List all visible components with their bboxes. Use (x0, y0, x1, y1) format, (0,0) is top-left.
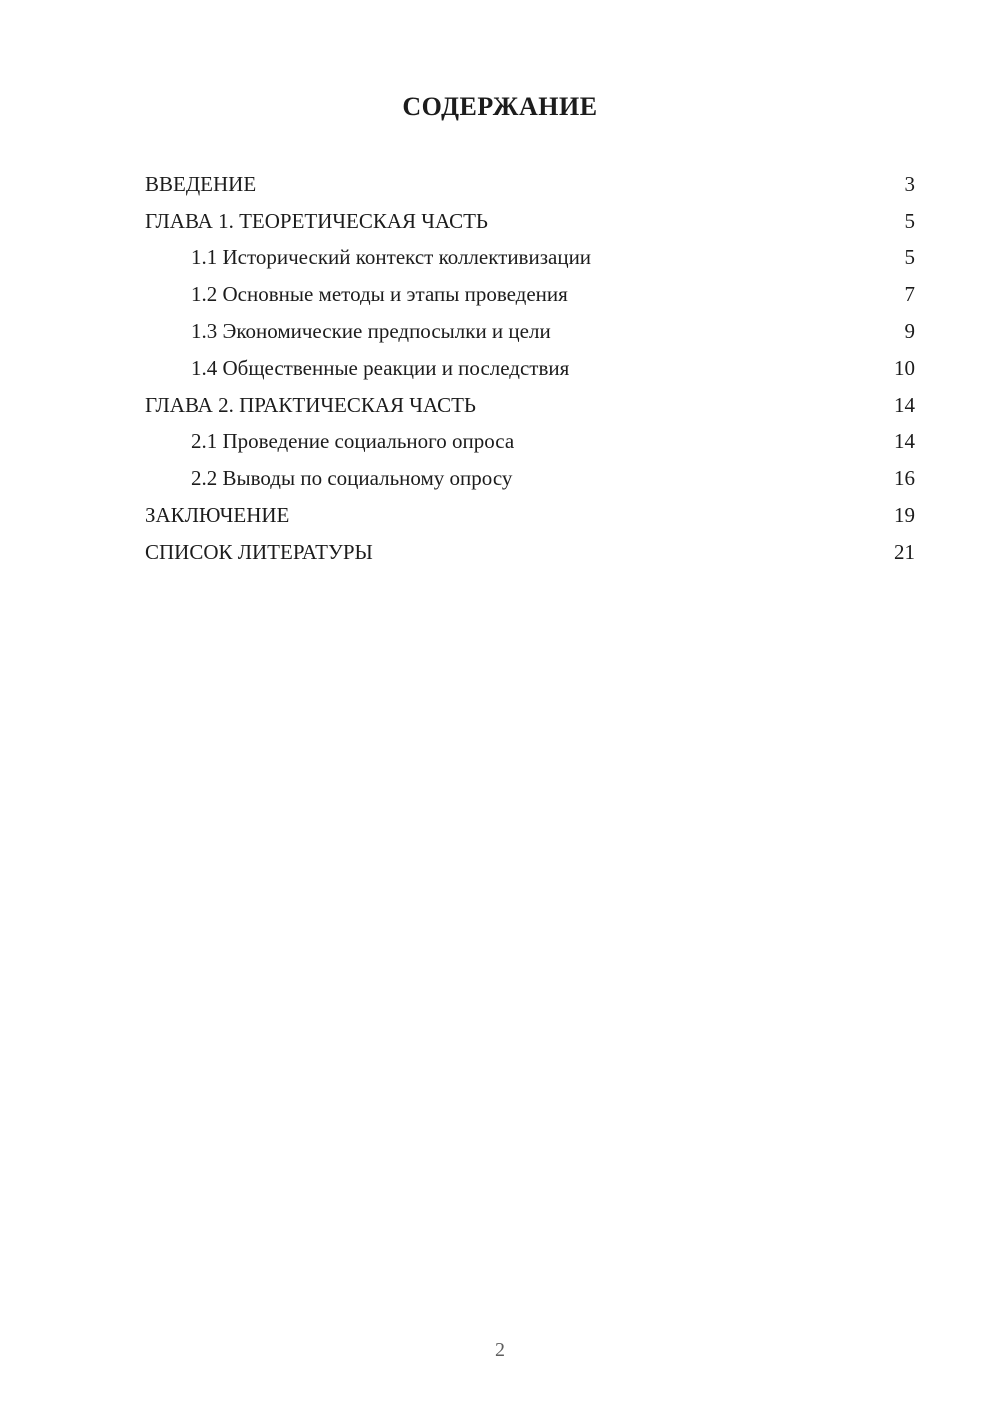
toc-entry-page: 7 (904, 282, 915, 307)
toc-entry-page: 14 (894, 392, 915, 417)
toc-entry (145, 203, 915, 240)
table-of-contents (145, 166, 915, 571)
toc-entry-label: 2.2 Выводы по социальному опросу (191, 466, 513, 491)
toc-entry-label: 1.1 Исторический контекст коллективизации (191, 245, 592, 270)
toc-entry-page: 14 (894, 429, 915, 454)
toc-entry (145, 497, 915, 534)
toc-entry-label: ЗАКЛЮЧЕНИЕ (145, 503, 290, 528)
toc-entry (145, 350, 915, 387)
toc-entry (145, 166, 915, 203)
toc-entry-page: 9 (904, 319, 915, 344)
toc-entry-label: ГЛАВА 1. ТЕОРЕТИЧЕСКАЯ ЧАСТЬ (145, 208, 488, 233)
toc-entry-page: 19 (894, 503, 915, 528)
toc-entry-label: 2.1 Проведение социального опроса (191, 429, 515, 454)
toc-entry-page: 21 (894, 539, 915, 564)
toc-entry-page: 10 (894, 355, 915, 380)
toc-entry-page: 3 (904, 171, 915, 196)
toc-entry-page: 5 (904, 245, 915, 270)
toc-entry-label: 1.2 Основные методы и этапы проведения (191, 282, 568, 307)
toc-entry (145, 240, 915, 277)
toc-entry (145, 313, 915, 350)
toc-entry-label: СПИСОК ЛИТЕРАТУРЫ (145, 539, 373, 564)
toc-entry-page: 16 (894, 466, 915, 491)
toc-entry (145, 387, 915, 424)
page-title: СОДЕРЖАНИЕ (402, 92, 598, 121)
toc-entry (145, 460, 915, 497)
toc-entry-label: 1.4 Общественные реакции и последствия (191, 355, 570, 380)
toc-entry-label: 1.3 Экономические предпосылки и цели (191, 319, 551, 344)
toc-entry-page: 5 (904, 208, 915, 233)
page-number: 2 (495, 1339, 505, 1361)
toc-entry (145, 424, 915, 461)
toc-entry-label: ВВЕДЕНИЕ (145, 171, 257, 196)
toc-entry (145, 534, 915, 571)
toc-entry (145, 276, 915, 313)
toc-entry-label: ГЛАВА 2. ПРАКТИЧЕСКАЯ ЧАСТЬ (145, 392, 476, 417)
